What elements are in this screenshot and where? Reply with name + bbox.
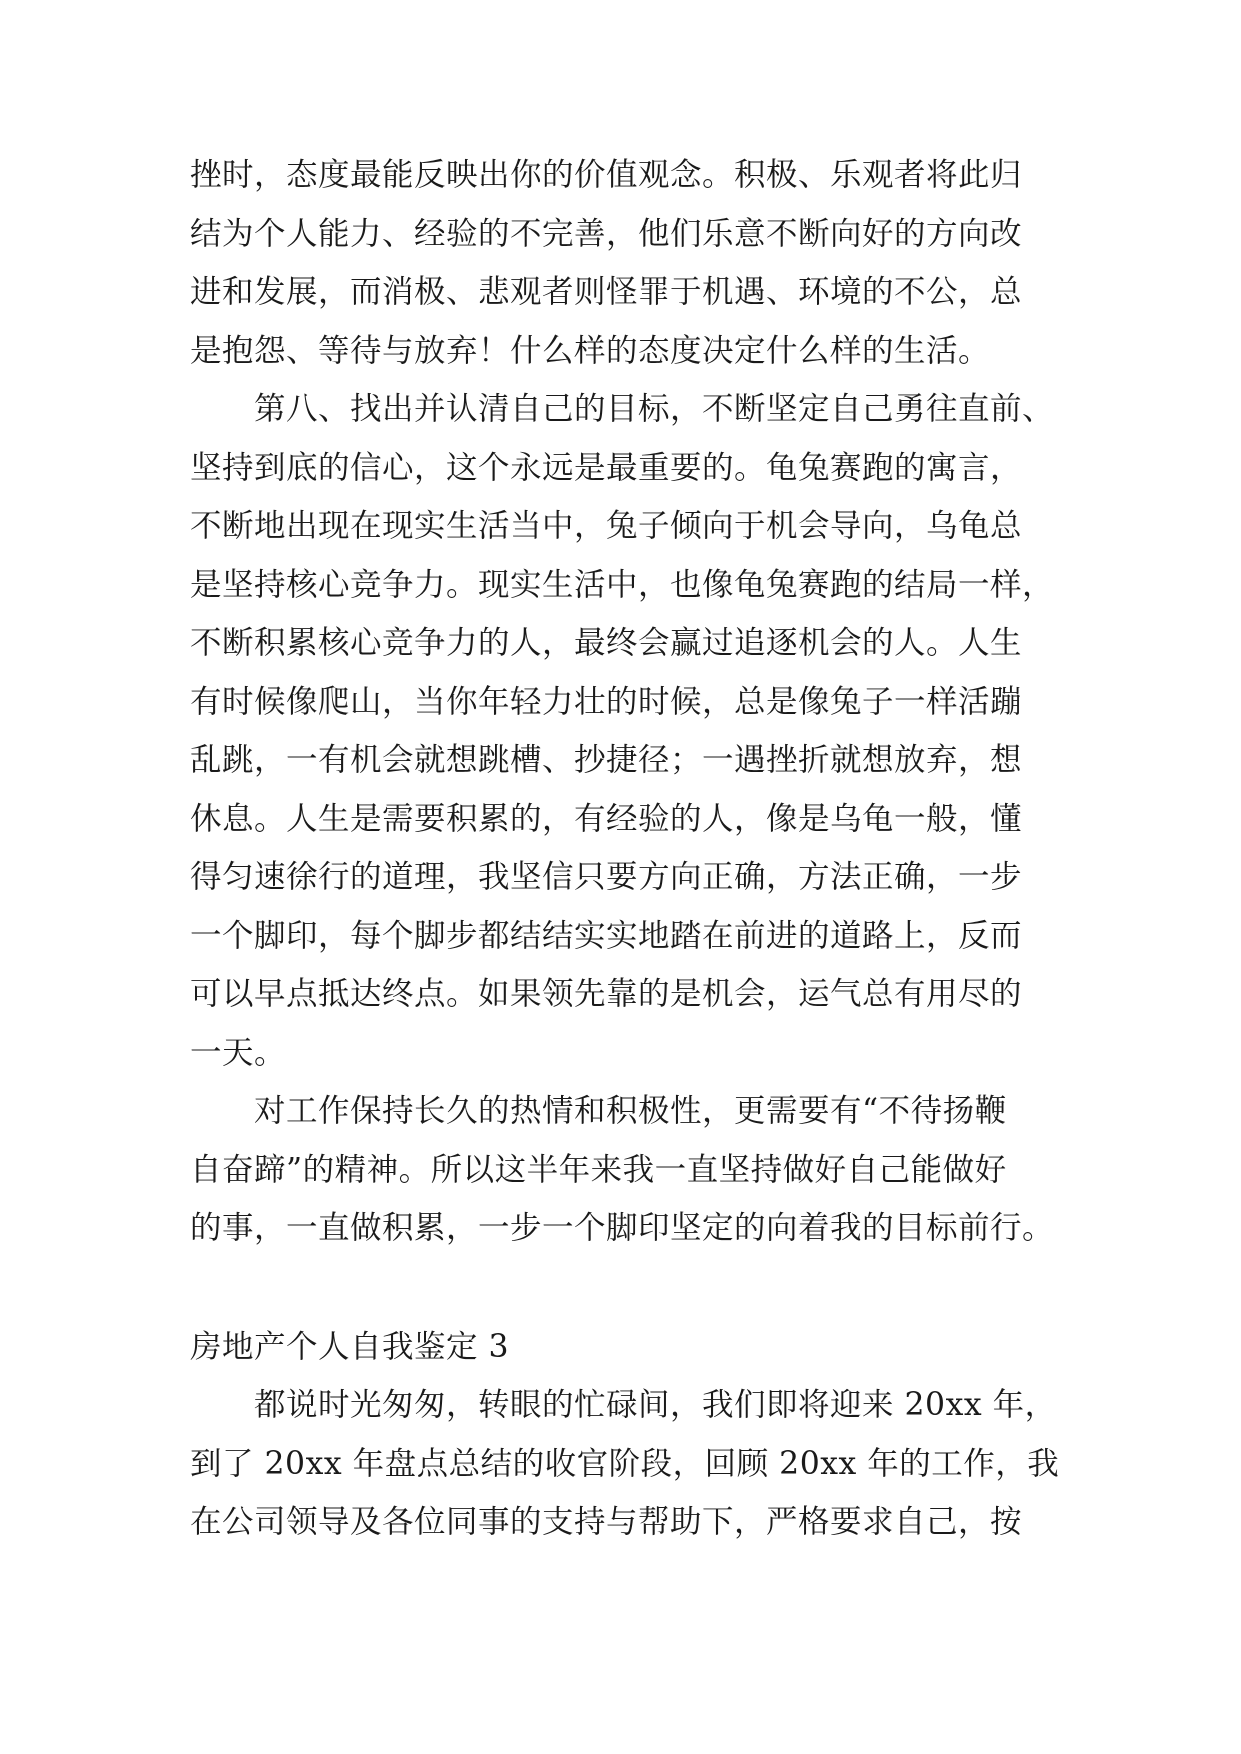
paragraph-goal	[190, 380, 1060, 1082]
text-line: 休息。人生是需要积累的，有经验的人，像是乌龟一般，懂	[190, 800, 1023, 837]
text-line: 一个脚印，每个脚步都结结实实地踏在前进的道路上，反而	[190, 917, 1023, 954]
text-line: 到了 20xx 年盘点总结的收官阶段，回顾 20xx 年的工作，我	[190, 1445, 1060, 1482]
text-line: 坚持到底的信心，这个永远是最重要的。龟兔赛跑的寓言，	[190, 449, 1023, 486]
paragraph-review	[190, 1376, 1060, 1552]
text-line: 挫时，态度最能反映出你的价值观念。积极、乐观者将此归	[190, 157, 1023, 193]
paragraph-attitude	[190, 146, 1060, 380]
text-line: 自奋蹄”的精神。所以这半年来我一直坚持做好自己能做好	[190, 1151, 1007, 1188]
text-line: 一天。	[190, 1034, 287, 1071]
document-body	[190, 146, 1060, 1552]
text-line: 进和发展，而消极、悲观者则怪罪于机遇、环境的不公，总	[190, 274, 1023, 310]
text-line: 有时候像爬山，当你年轻力壮的时候，总是像兔子一样活蹦	[190, 683, 1023, 720]
text-line: 对工作保持长久的热情和积极性，更需要有“不待扬鞭	[254, 1093, 1007, 1129]
text-line: 第八、找出并认清自己的目标，不断坚定自己勇往直前、	[254, 391, 1055, 427]
text-line: 是抱怨、等待与放弃！什么样的态度决定什么样的生活。	[190, 332, 991, 369]
text-line: 的事，一直做积累，一步一个脚印坚定的向着我的目标前行。	[190, 1210, 1055, 1246]
text-line: 不断积累核心竞争力的人，最终会赢过追逐机会的人。人生	[190, 625, 1023, 661]
text-line: 在公司领导及各位同事的支持与帮助下，严格要求自己，按	[190, 1504, 1023, 1540]
text-line: 都说时光匆匆，转眼的忙碌间，我们即将迎来 20xx 年，	[254, 1387, 1057, 1423]
paragraph-enthusiasm	[190, 1082, 1060, 1258]
section-heading: 房地产个人自我鉴定 3	[190, 1328, 510, 1365]
text-line: 结为个人能力、经验的不完善，他们乐意不断向好的方向改	[190, 215, 1023, 252]
section-spacer	[190, 1258, 1060, 1318]
text-line: 得匀速徐行的道理，我坚信只要方向正确，方法正确，一步	[190, 859, 1023, 895]
text-line: 乱跳，一有机会就想跳槽、抄捷径；一遇挫折就想放弃，想	[190, 742, 1023, 778]
text-line: 可以早点抵达终点。如果领先靠的是机会，运气总有用尽的	[190, 976, 1023, 1012]
text-line: 不断地出现在现实生活当中，兔子倾向于机会导向，乌龟总	[190, 508, 1023, 544]
text-line: 是坚持核心竞争力。现实生活中，也像龟兔赛跑的结局一样，	[190, 566, 1055, 603]
